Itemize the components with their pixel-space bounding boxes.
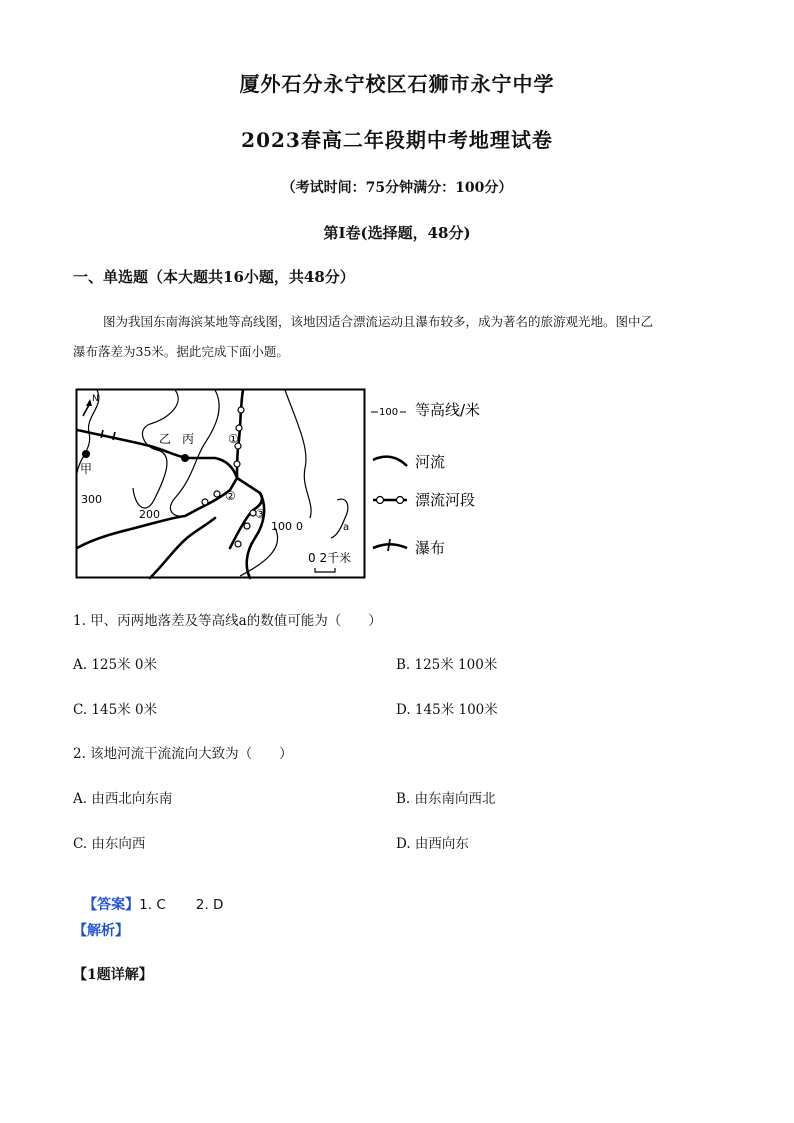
label-yi: 乙 xyxy=(159,432,172,446)
intro-line-1: 图为我国东南海滨某地等高线图，该地因适合漂流运动且瀑布较多，成为著名的旅游观光地。图中乙 xyxy=(103,314,654,329)
scale-label: 0 2千米 xyxy=(308,551,352,565)
river-east xyxy=(247,493,264,578)
rafting-point xyxy=(236,425,242,431)
volume-heading: 第Ⅰ卷(选择题，48分) xyxy=(323,224,471,242)
contour-label-200: 200 xyxy=(139,508,160,521)
question-2-option-c[interactable]: C. 由东向西 xyxy=(73,836,146,852)
legend-waterfall-icon xyxy=(388,539,390,551)
question-2-option-b[interactable]: B. 由东南向西北 xyxy=(396,791,496,807)
contour-label-300: 300 xyxy=(81,493,102,506)
legend-contour-text: 等高线/米 xyxy=(415,401,481,419)
point-jia xyxy=(82,450,90,458)
contour-label-100: 100 xyxy=(271,520,292,533)
answer-tag: 【答案】 xyxy=(83,897,140,913)
contour-line-100-left xyxy=(170,390,219,516)
question-1-stem: 1. 甲、丙两地落差及等高线a的数值可能为（ ） xyxy=(73,613,382,629)
legend-contour-sample: 100 xyxy=(379,407,399,418)
question-1-option-b[interactable]: B. 125米 100米 xyxy=(396,657,498,673)
legend xyxy=(371,401,480,557)
label-circle-3: ③ xyxy=(255,507,266,521)
intro-line-2: 瀑布落差为35米。据此完成下面小题。 xyxy=(73,344,289,359)
rafting-point xyxy=(202,499,208,505)
legend-waterfall-text: 瀑布 xyxy=(415,539,446,557)
contour-map-figure xyxy=(75,388,495,580)
scale-bar xyxy=(315,568,335,572)
label-bing: 丙 xyxy=(182,432,195,446)
question-1-option-a[interactable]: A. 125米 0米 xyxy=(73,657,157,673)
detail-tag: 【1题详解】 xyxy=(73,967,153,983)
question-2-option-d[interactable]: D. 由西向东 xyxy=(396,836,469,852)
label-circle-2: ② xyxy=(225,489,236,503)
legend-river-icon xyxy=(373,457,407,466)
rafting-point xyxy=(244,523,250,529)
rafting-point xyxy=(238,407,244,413)
north-arrow-icon xyxy=(83,399,92,416)
legend-rafting-icon xyxy=(377,497,384,504)
rafting-point xyxy=(214,491,220,497)
rafting-point xyxy=(234,461,240,467)
contour-label-0: 0 xyxy=(296,520,303,533)
legend-river-text: 河流 xyxy=(415,453,446,471)
question-2-option-a[interactable]: A. 由西北向东南 xyxy=(73,791,173,807)
river-lower xyxy=(150,518,215,578)
analysis-tag: 【解析】 xyxy=(73,923,129,939)
waterfall-icon xyxy=(101,430,103,438)
label-circle-1: ① xyxy=(228,432,239,446)
rafting-point xyxy=(235,541,241,547)
title-line-1: 厦外石分永宁校区石狮市永宁中学 xyxy=(239,72,555,96)
label-jia: 甲 xyxy=(80,462,93,476)
question-1-option-c[interactable]: C. 145米 0米 xyxy=(73,702,158,718)
point-bing xyxy=(181,454,189,462)
label-a: a xyxy=(343,522,350,533)
answer-row xyxy=(73,875,223,914)
north-label: N xyxy=(92,394,99,404)
contour-line-bottom xyxy=(240,528,278,576)
question-1-option-d[interactable]: D. 145米 100米 xyxy=(396,702,498,718)
map-frame xyxy=(77,390,365,578)
exam-info: （考试时间：75分钟满分：100分） xyxy=(281,180,513,196)
question-2-stem: 2. 该地河流干流流向大致为（ ） xyxy=(73,746,293,762)
section-heading: 一、单选题（本大题共16小题，共48分） xyxy=(73,268,355,286)
title-line-2: 2023春高二年段期中考地理试卷 xyxy=(241,128,553,152)
contour-line-100-right xyxy=(285,390,311,518)
legend-rafting-text: 漂流河段 xyxy=(415,491,476,509)
answer-values: 1. C 2. D xyxy=(139,897,224,913)
